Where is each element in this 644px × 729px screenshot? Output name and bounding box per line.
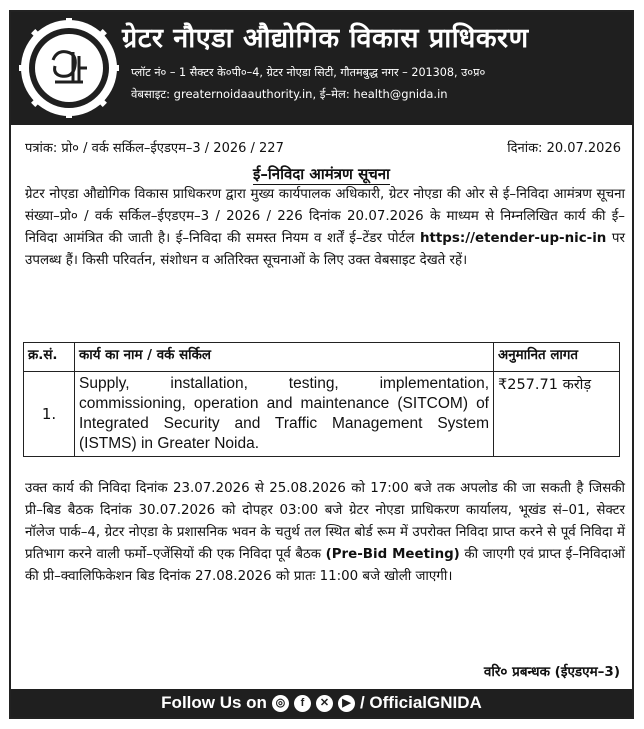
header-sn: क्र.सं. bbox=[24, 343, 75, 372]
intro-paragraph bbox=[25, 184, 625, 272]
header-banner bbox=[11, 12, 632, 125]
social-handle[interactable]: / OfficialGNIDA bbox=[359, 693, 482, 712]
header-cost: अनुमानित लागत bbox=[494, 343, 620, 372]
pre-bid-meeting: (Pre-Bid Meeting) bbox=[325, 547, 460, 562]
notice-title-text: ई–निविदा आमंत्रण सूचना bbox=[253, 165, 390, 183]
authority-contact: वेबसाइट: greaternoidaauthority.in, ई–मेल: health@gnida.in bbox=[131, 87, 448, 101]
youtube-icon[interactable]: ▶ bbox=[338, 695, 355, 712]
follow-label: Follow Us on bbox=[161, 693, 267, 712]
authority-name: ग्रेटर नौएडा औद्योगिक विकास प्राधिकरण bbox=[122, 23, 529, 54]
reference-number: पत्रांक: प्रो० / वर्क सर्किल–ईएडएम–3 / 2026 / 227 bbox=[25, 141, 284, 156]
notice-frame bbox=[9, 10, 634, 719]
x-icon[interactable]: ✕ bbox=[316, 695, 333, 712]
details-text: उक्त कार्य की निविदा दिनांक 23.07.2026 से 25.08.2026 को 17:00 बजे तक अपलोड की जा सकती है जिसकी प्री–बिड बैठक दिनांक 30.07.2026 को दोपहर 03:00 बजे ग्रेटर नोएडा प्राधिकरण कार्यालय, भूखंड सं–01, सेक्टर नॉलेज पार्क–4, ग्रेटर नोएडा के प्रशासनिक भवन के चतुर्थ तल स्थित बोर्ड रूम में उपरोक्त निविदा प्राप्त करने से पूर्व निविदा में प्रतिभाग करने वाली फर्मो–एजेंसियों की एक निविदा पूर्व बैठक bbox=[25, 481, 625, 562]
instagram-icon[interactable]: ◎ bbox=[272, 695, 289, 712]
intro-text-after: पर उपलब्ध हैं। किसी परिवर्तन, संशोधन व अतिरिक्त सूचनाओं के लिए उक्त वेबसाइट देखते रहें। bbox=[25, 231, 625, 268]
authority-address: प्लॉट नं० – 1 सैक्टर के०पी०–4, ग्रेटर नोएडा सिटी, गौतमबुद्ध नगर – 201308, उ०प्र० bbox=[131, 66, 486, 79]
table-row bbox=[24, 372, 620, 457]
table-header-row bbox=[24, 343, 620, 372]
footer-bar bbox=[11, 689, 632, 717]
reference-date: दिनांक: 20.07.2026 bbox=[507, 141, 621, 156]
row-sn: 1. bbox=[24, 372, 75, 457]
portal-link[interactable]: https://etender-up-nic-in bbox=[419, 231, 607, 246]
work-table bbox=[23, 342, 620, 457]
details-paragraph bbox=[25, 478, 625, 588]
gnida-logo bbox=[17, 16, 121, 120]
header-work: कार्य का नाम / वर्क सर्किल bbox=[75, 343, 494, 372]
row-work: Supply, installation, testing, implementation, commissioning, operation and maintenance (SITCOM) of Integrated Security and Traffic Management System (ISTMS) in Greater Noida. bbox=[75, 372, 494, 457]
intro-text: ग्रेटर नोएडा औद्योगिक विकास प्राधिकरण द्वारा मुख्य कार्यपालक अधिकारी, ग्रेटर नोएडा की ओर से ई–निविदा आमंत्रण सूचना संख्या–प्रो० / वर्क सर्किल–ईएडएम–3 / 2026 / 226 दिनांक 20.07.2026 के माध्यम से निम्नलिखित कार्य की ई–निविदा आमंत्रित की जाती है। ई–निविदा की समस्त नियम व शर्तें ई–टेंडर पोर्टल bbox=[25, 187, 625, 246]
notice-title bbox=[11, 164, 632, 184]
details-text-after: की जाएगी एवं प्राप्त ई–निविदाओं की प्री–क्वालिफिकेशन बिड दिनांक 27.08.2026 को प्रातः 11:00 बजे खोली जाएगी। bbox=[25, 547, 625, 584]
signatory: वरि० प्रबन्धक (ईएडएम–3) bbox=[483, 664, 620, 680]
facebook-icon[interactable]: f bbox=[294, 695, 311, 712]
row-cost: ₹257.71 करोड़ bbox=[494, 372, 620, 457]
